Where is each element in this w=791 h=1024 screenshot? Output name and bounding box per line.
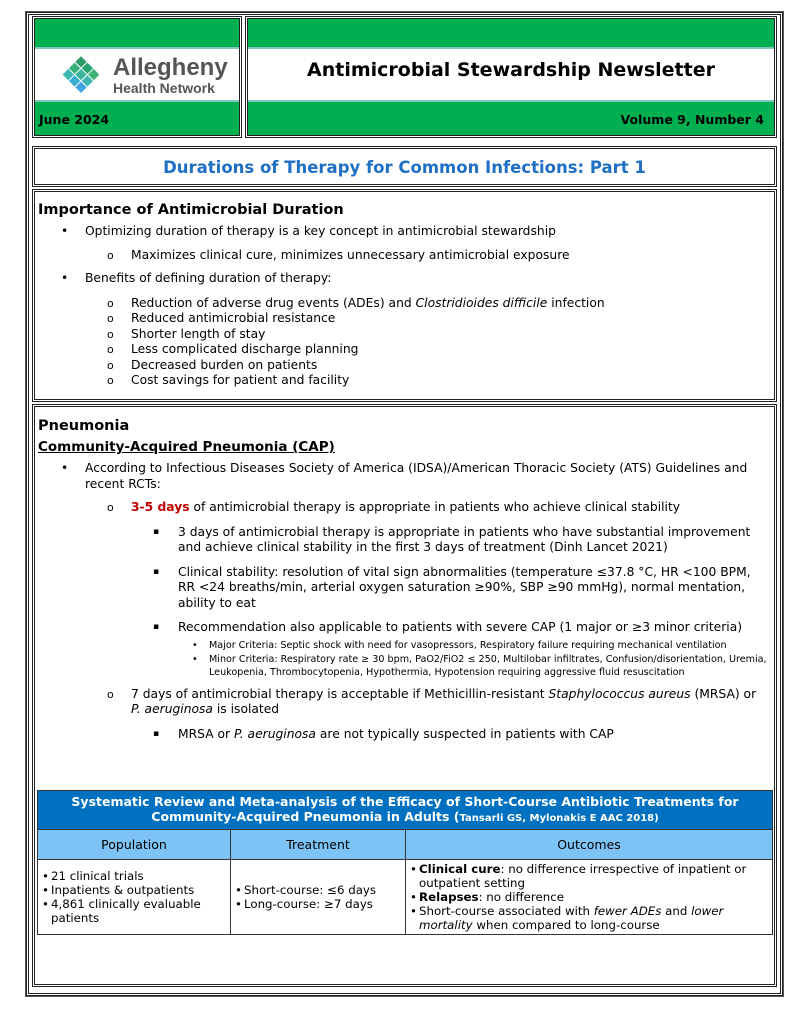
- list-item: ▪ 3 days of antimicrobial therapy is appropriate in patients who have substantial improvement and achieve clinical stability in the first 3 days of treatment (Dinh Lancet 2021): [35, 525, 774, 556]
- newsletter-title: Antimicrobial Stewardship Newsletter: [307, 59, 715, 81]
- list-item: • Optimizing duration of therapy is a key concept in antimicrobial stewardship: [35, 224, 774, 240]
- list-item: o Shorter length of stay: [35, 327, 774, 343]
- list-item: • Minor Criteria: Respiratory rate ≥ 30 bpm, PaO2/FiO2 ≤ 250, Multilobar infiltrates, Confusion/disorientation, Uremia, Leukopenia, Thrombocytopenia, Hypothermia, Hypotension requiring aggressive fluid resuscitation: [35, 653, 774, 679]
- header-logo-cell: [32, 16, 242, 138]
- column-header: Population: [38, 830, 231, 860]
- list-item: o 7 days of antimicrobial therapy is acceptable if Methicillin-resistant Staphylococcus aureus (MRSA) or P. aeruginosa is isolated: [35, 687, 774, 718]
- list-item: o 3-5 days of antimicrobial therapy is appropriate in patients who achieve clinical stability: [35, 500, 774, 516]
- list-item: ▪ Clinical stability: resolution of vital sign abnormalities (temperature ≤37.8 °C, HR <100 BPM, RR <24 breaths/min, arterial oxygen saturation ≥90%, SBP ≥90 mmHg), normal mentation, ability to eat: [35, 565, 774, 612]
- issue-volume: Volume 9, Number 4: [620, 112, 764, 127]
- list-item: o Less complicated discharge planning: [35, 342, 774, 358]
- list-item: • Major Criteria: Septic shock with need for vasopressors, Respiratory failure requiring mechanical ventilation: [35, 639, 774, 652]
- list-item: • According to Infectious Diseases Society of America (IDSA)/American Thoracic Society (ATS) Guidelines and recent RCTs:: [35, 461, 774, 492]
- issue-date: June 2024: [35, 102, 239, 135]
- logo-subname: Health Network: [113, 80, 215, 96]
- list-item: ▪ Recommendation also applicable to patients with severe CAP (1 major or ≥3 minor criteria): [35, 620, 774, 636]
- column-header: Treatment: [231, 830, 406, 860]
- outcomes-cell: • Clinical cure: no difference irrespective of inpatient or outpatient setting • Relapses: no difference • Short-course associated with fewer ADEs and lower mortality when compared to long-course: [406, 860, 773, 935]
- list-item: o Reduction of adverse drug events (ADEs) and Clostridioides difficile infection: [35, 296, 774, 312]
- list-item: o Cost savings for patient and facility: [35, 373, 774, 389]
- table-row: [38, 860, 773, 935]
- list-item: • Benefits of defining duration of therapy:: [35, 271, 774, 287]
- table-caption: Systematic Review and Meta-analysis of the Efficacy of Short-Course Antibiotic Treatments for Community-Acquired Pneumonia in Adults (Tansarli GS, Mylonakis E AAC 2018): [38, 791, 773, 830]
- list-item: o Reduced antimicrobial resistance: [35, 311, 774, 327]
- list-item: ▪ MRSA or P. aeruginosa are not typically suspected in patients with CAP: [35, 727, 774, 743]
- section-heading: Pneumonia: [38, 418, 130, 434]
- treatment-cell: • Short-course: ≤6 days • Long-course: ≥7 days: [231, 860, 406, 935]
- header-title-cell: [245, 16, 777, 138]
- importance-section: [32, 189, 777, 402]
- logo: [57, 54, 228, 98]
- logo-diamond-icon: [57, 54, 105, 98]
- column-header: Outcomes: [406, 830, 773, 860]
- cap-subheading: Community-Acquired Pneumonia (CAP): [38, 439, 335, 455]
- logo-name: Allegheny: [113, 54, 228, 81]
- list-item: o Decreased burden on patients: [35, 358, 774, 374]
- population-cell: • 21 clinical trials • Inpatients & outpatients • 4,861 clinically evaluable patients: [38, 860, 231, 935]
- list-item: o Maximizes clinical cure, minimizes unnecessary antimicrobial exposure: [35, 248, 774, 264]
- meta-analysis-table: [37, 790, 773, 935]
- section-heading: Importance of Antimicrobial Duration: [38, 202, 344, 218]
- issue-banner: Durations of Therapy for Common Infections: Part 1: [32, 146, 777, 187]
